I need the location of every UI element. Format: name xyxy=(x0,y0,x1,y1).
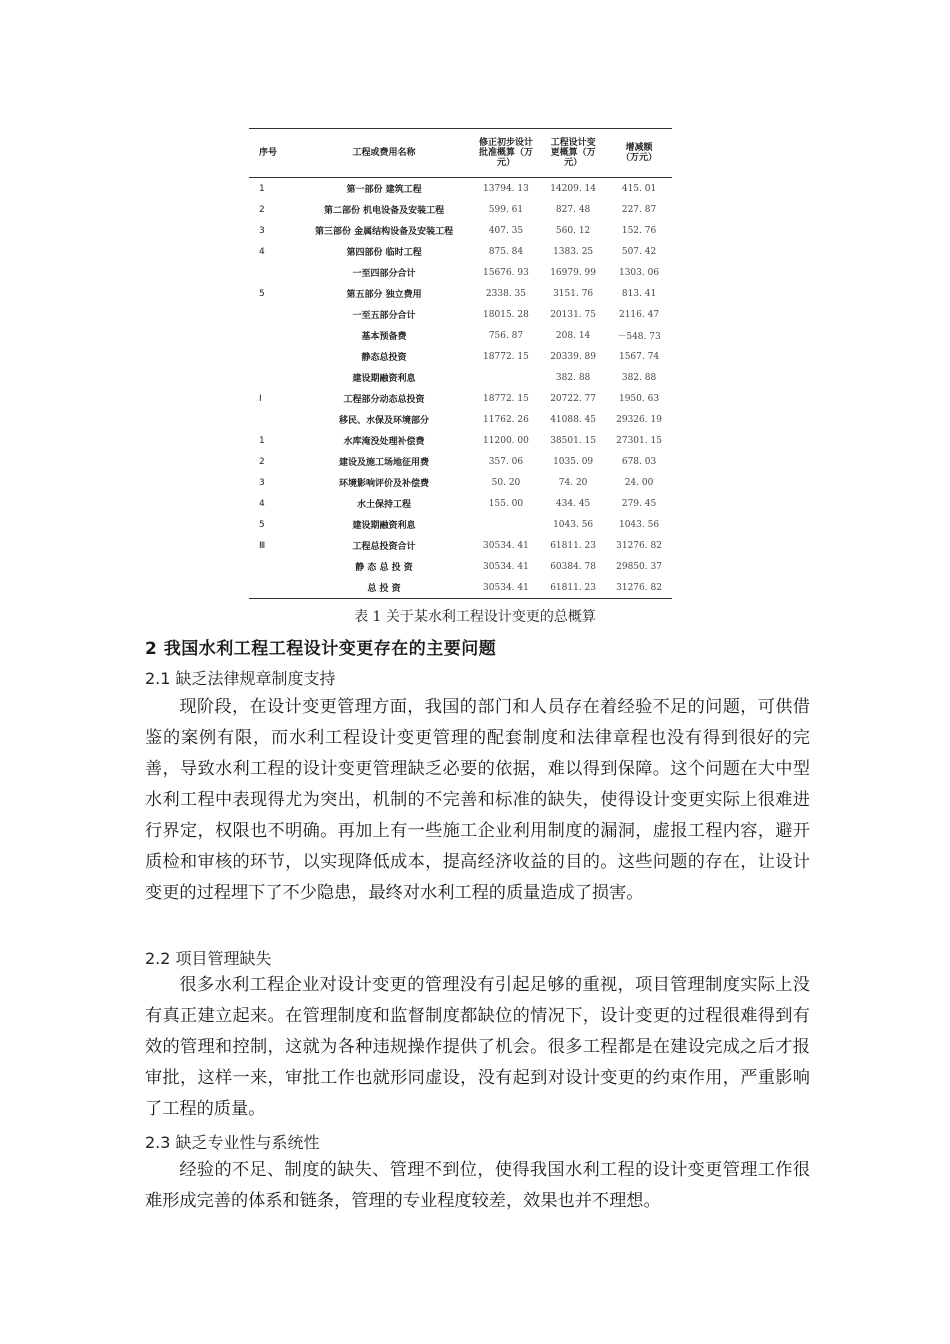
paragraph-2-1: 现阶段，在设计变更管理方面，我国的部门和人员存在着经验不足的问题，可供借鉴的案例有限，而水利工程设计变更管理的配套制度和法律章程也没有得到很好的完善，导致水利工程的设计变更管理缺乏必要的依据，难以得到保障。这个问题在大中型水利工程中表现得尤为突出，机制的不完善和标准的缺失，使得设计变更实际上很难进行界定，权限也不明确。再加上有一些施工企业利用制度的漏洞，虚报工程内容，避开质检和审核的环节，以实现降低成本，提高经济收益的目的。这些问题的存在，让设计变更的过程埋下了不少隐患，最终对水利工程的质量造成了损害。 xyxy=(145,697,810,903)
cell-approved xyxy=(472,514,540,535)
header-name: 工程或费用名称 xyxy=(352,148,416,158)
table-row xyxy=(249,472,672,493)
cell-approved: 11762. 26 xyxy=(483,414,529,425)
cell-diff: 227. 87 xyxy=(621,204,657,215)
table-caption: 表 1 关于某水利工程设计变更的总概算 xyxy=(354,609,596,625)
cell-name: 建设及施工场地征用费 xyxy=(339,458,430,468)
cell-name: 第二部份 机电设备及安装工程 xyxy=(323,206,445,216)
table-row xyxy=(249,262,672,283)
cell-index: 3 xyxy=(259,477,265,488)
header-changed xyxy=(540,129,606,178)
cell-approved: 13794. 13 xyxy=(483,183,529,194)
table-body xyxy=(249,178,672,599)
cell-changed: 74. 20 xyxy=(558,477,588,488)
cell-changed: 61811. 23 xyxy=(550,582,596,593)
cell-approved: 756. 87 xyxy=(488,330,524,341)
cell-diff: 27301. 15 xyxy=(616,435,662,446)
cell-index xyxy=(249,577,296,599)
cell-index xyxy=(249,304,296,325)
table-row xyxy=(249,535,672,556)
cell-name: 静态总投资 xyxy=(361,353,407,363)
table-row xyxy=(249,388,672,409)
cell-approved: 599. 61 xyxy=(488,204,524,215)
table-header-row xyxy=(249,129,672,178)
cell-index: 2 xyxy=(259,204,265,215)
cell-name: 水库淹没处理补偿费 xyxy=(343,437,425,447)
table-row xyxy=(249,556,672,577)
cell-name: 第五部分 独立费用 xyxy=(346,290,422,300)
cell-name: 一至四部分合计 xyxy=(352,269,416,279)
cell-index xyxy=(249,556,296,577)
cell-diff: 31276. 82 xyxy=(616,540,662,551)
cell-changed: 560. 12 xyxy=(555,225,591,236)
cell-index: 4 xyxy=(259,246,265,257)
table-row xyxy=(249,241,672,262)
cell-index xyxy=(249,325,296,346)
table-row xyxy=(249,451,672,472)
cell-name: 一至五部分合计 xyxy=(352,311,416,321)
cell-index: 3 xyxy=(259,225,265,236)
cell-approved: 407. 35 xyxy=(488,225,524,236)
cell-diff: 2116. 47 xyxy=(618,309,660,320)
table-row xyxy=(249,367,672,388)
cell-name: 环境影响评价及补偿费 xyxy=(339,479,430,489)
header-approved xyxy=(472,129,540,178)
table-row xyxy=(249,493,672,514)
cell-changed: 434. 45 xyxy=(555,498,591,509)
cell-changed: 61811. 23 xyxy=(550,540,596,551)
cell-name: 工程部分动态总投资 xyxy=(343,395,425,405)
table-row xyxy=(249,283,672,304)
cell-index xyxy=(249,367,296,388)
cell-diff: 813. 41 xyxy=(621,288,657,299)
table-row xyxy=(249,409,672,430)
cell-changed: 3151. 76 xyxy=(553,288,594,299)
cell-index xyxy=(249,262,296,283)
cell-approved: 155. 00 xyxy=(488,498,524,509)
cell-changed: 20339. 89 xyxy=(550,351,596,362)
cell-approved: 11200. 00 xyxy=(483,435,529,446)
cell-changed: 1035. 09 xyxy=(553,456,594,467)
cell-name: 第一部份 建筑工程 xyxy=(346,185,422,195)
cell-diff: 507. 42 xyxy=(621,246,657,257)
cell-approved: 875. 84 xyxy=(488,246,524,257)
budget-table xyxy=(249,128,672,599)
subsection-heading-2-2: 2.2 项目管理缺失 xyxy=(145,949,272,968)
cell-name: 移民、水保及环境部分 xyxy=(339,416,430,426)
cell-name: 第三部份 金属结构设备及安装工程 xyxy=(314,227,454,237)
header-approved-text: 修正初步设计批准概算（万元） xyxy=(478,138,533,168)
cell-index xyxy=(249,409,296,430)
cell-diff: 382. 88 xyxy=(621,372,657,383)
cell-index: Ⅲ xyxy=(259,540,266,551)
cell-changed: 382. 88 xyxy=(555,372,591,383)
cell-approved: 2338. 35 xyxy=(485,288,526,299)
cell-approved: 357. 06 xyxy=(488,456,524,467)
subsection-heading-2-3: 2.3 缺乏专业性与系统性 xyxy=(145,1133,320,1152)
cell-index: 5 xyxy=(259,519,265,530)
cell-changed: 16979. 99 xyxy=(550,267,596,278)
cell-changed: 41088. 45 xyxy=(550,414,596,425)
cell-name: 总 投 资 xyxy=(367,584,401,594)
cell-name: 基本预备费 xyxy=(361,332,407,342)
table-row xyxy=(249,199,672,220)
cell-diff: 24. 00 xyxy=(624,477,654,488)
table-row xyxy=(249,304,672,325)
cell-approved: 30534. 41 xyxy=(483,540,529,551)
cell-name: 建设期融资利息 xyxy=(352,374,416,384)
cell-changed: 1383. 25 xyxy=(553,246,594,257)
cell-name: 建设期融资利息 xyxy=(352,521,416,531)
cell-diff: 1950. 63 xyxy=(618,393,660,404)
table-row xyxy=(249,178,672,200)
table-row xyxy=(249,346,672,367)
cell-name: 工程总投资合计 xyxy=(352,542,416,552)
cell-index: 5 xyxy=(259,288,265,299)
cell-diff: 152. 76 xyxy=(621,225,657,236)
cell-changed: 1043. 56 xyxy=(553,519,594,530)
cell-approved: 18015. 28 xyxy=(483,309,529,320)
cell-diff: 1567. 74 xyxy=(618,351,660,362)
cell-changed: 38501. 15 xyxy=(550,435,596,446)
cell-approved: 15676. 93 xyxy=(483,267,529,278)
subsection-heading-2-1: 2.1 缺乏法律规章制度支持 xyxy=(145,669,336,688)
cell-changed: 208. 14 xyxy=(555,330,591,341)
cell-diff: 31276. 82 xyxy=(616,582,662,593)
cell-index: Ⅰ xyxy=(259,393,262,404)
cell-index: 1 xyxy=(259,183,265,194)
cell-changed: 20722. 77 xyxy=(550,393,596,404)
header-diff xyxy=(606,129,672,178)
paragraph-2-2: 很多水利工程企业对设计变更的管理没有引起足够的重视，项目管理制度实际上没有真正建立起来。在管理制度和监督制度都缺位的情况下，设计变更的过程很难得到有效的管理和控制，这就为各种违规操作提供了机会。很多工程都是在建设完成之后才报审批，这样一来，审批工作也就形同虚设，没有起到对设计变更的约束作用，严重影响了工程的质量。 xyxy=(145,975,810,1119)
budget-table-container xyxy=(249,128,672,599)
cell-index xyxy=(249,346,296,367)
cell-diff: 1303. 06 xyxy=(618,267,660,278)
cell-index: 4 xyxy=(259,498,265,509)
cell-name: 水土保持工程 xyxy=(357,500,412,510)
cell-approved: 50. 20 xyxy=(491,477,521,488)
header-changed-text: 工程设计变更概算（万元） xyxy=(550,138,596,168)
cell-approved: 30534. 41 xyxy=(483,582,529,593)
paragraph-2-3: 经验的不足、制度的缺失、管理不到位，使得我国水利工程的设计变更管理工作很难形成完善的体系和链条，管理的专业程度较差，效果也并不理想。 xyxy=(145,1160,810,1211)
cell-diff: 415. 01 xyxy=(621,183,657,194)
header-diff-text: 增减额（万元） xyxy=(621,143,658,163)
cell-changed: 827. 48 xyxy=(555,204,591,215)
cell-approved: 18772. 15 xyxy=(483,393,529,404)
table-row xyxy=(249,325,672,346)
table-row xyxy=(249,577,672,599)
cell-name: 第四部份 临时工程 xyxy=(346,248,422,258)
cell-approved xyxy=(472,367,540,388)
cell-diff: －548. 73 xyxy=(617,332,661,342)
cell-name: 静 态 总 投 资 xyxy=(355,563,413,573)
header-index: 序号 xyxy=(259,148,278,158)
cell-diff: 1043. 56 xyxy=(618,519,660,530)
section-heading: 2 我国水利工程工程设计变更存在的主要问题 xyxy=(145,639,497,659)
cell-diff: 29850. 37 xyxy=(616,561,662,572)
cell-diff: 279. 45 xyxy=(621,498,657,509)
cell-changed: 14209. 14 xyxy=(550,183,596,194)
table-row xyxy=(249,220,672,241)
cell-approved: 18772. 15 xyxy=(483,351,529,362)
cell-changed: 60384. 78 xyxy=(550,561,596,572)
cell-diff: 678. 03 xyxy=(621,456,657,467)
cell-changed: 20131. 75 xyxy=(550,309,596,320)
cell-index: 1 xyxy=(259,435,265,446)
cell-diff: 29326. 19 xyxy=(616,414,662,425)
table-row xyxy=(249,514,672,535)
table-row xyxy=(249,430,672,451)
cell-approved: 30534. 41 xyxy=(483,561,529,572)
cell-index: 2 xyxy=(259,456,265,467)
